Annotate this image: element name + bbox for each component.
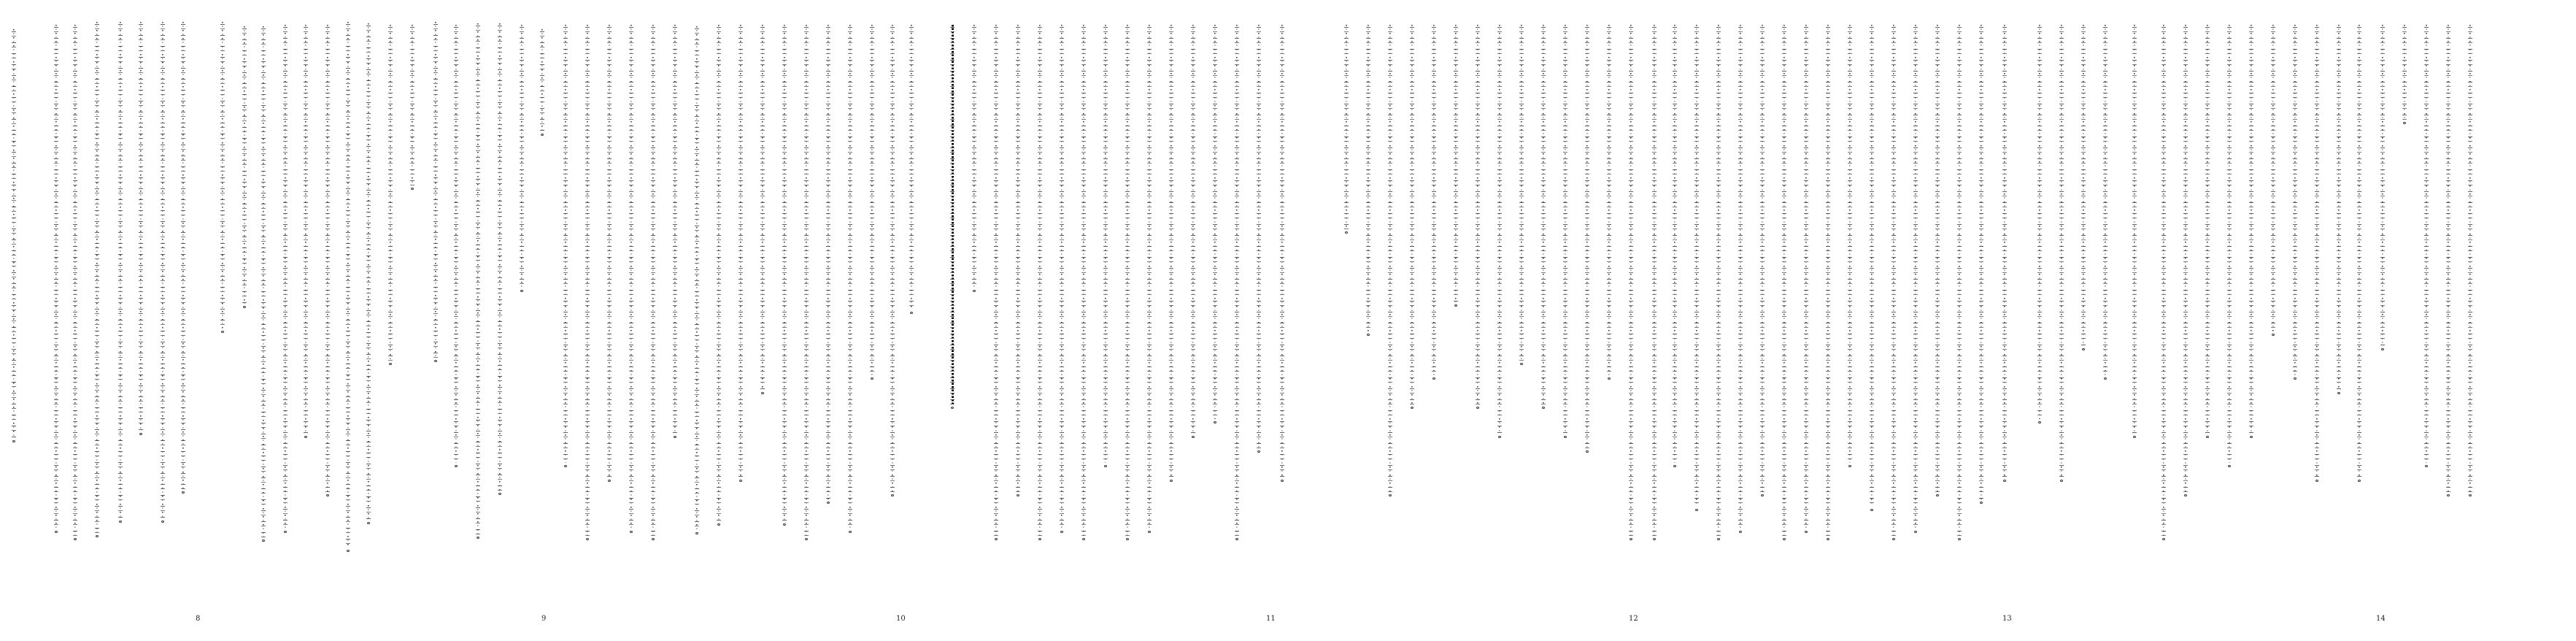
punctuation-mark	[1761, 494, 1764, 496]
text-column	[759, 25, 766, 390]
punctuation-mark	[1454, 304, 1457, 307]
text-column	[2335, 25, 2342, 390]
text-column	[1279, 25, 1286, 477]
punctuation-mark	[995, 538, 998, 540]
punctuation-mark	[1281, 480, 1284, 482]
text-column	[387, 25, 394, 361]
punctuation-mark	[1542, 407, 1545, 409]
punctuation-mark	[1717, 538, 1720, 540]
punctuation-mark	[891, 494, 894, 496]
punctuation-mark	[1564, 436, 1567, 438]
punctuation-mark	[608, 480, 611, 482]
text-column	[2291, 25, 2299, 375]
text-column	[2270, 25, 2277, 331]
punctuation-mark	[1630, 538, 1632, 540]
text-column	[159, 22, 166, 518]
punctuation-mark	[326, 494, 329, 496]
page-number: 10	[896, 615, 906, 623]
text-column	[1058, 25, 1065, 529]
text-column	[539, 29, 546, 131]
punctuation-mark	[434, 360, 437, 362]
punctuation-mark	[2133, 436, 2136, 438]
text-column	[2401, 25, 2408, 120]
text-column	[452, 25, 460, 463]
text-column	[1759, 25, 1766, 492]
punctuation-mark	[1739, 531, 1742, 533]
text-column	[2248, 25, 2255, 434]
text-column	[1124, 25, 1131, 536]
text-column	[1562, 25, 1569, 434]
punctuation-mark	[1827, 538, 1829, 540]
text-column	[260, 26, 267, 537]
text-column	[1627, 25, 1635, 536]
page-number: 8	[196, 615, 201, 623]
punctuation-mark	[761, 392, 764, 394]
punctuation-mark	[871, 377, 874, 380]
text-column	[1387, 25, 1394, 492]
text-column	[2102, 25, 2109, 375]
punctuation-mark	[951, 407, 954, 409]
punctuation-mark	[367, 522, 370, 524]
text-column	[1978, 25, 1985, 499]
text-column	[1102, 25, 1109, 463]
punctuation-mark	[1608, 377, 1611, 380]
punctuation-mark	[586, 538, 589, 540]
text-column	[1036, 25, 1044, 536]
punctuation-mark	[1170, 480, 1173, 482]
text-column	[1080, 25, 1087, 536]
punctuation-mark	[520, 290, 523, 292]
text-column	[93, 22, 101, 533]
text-column	[1146, 25, 1153, 529]
punctuation-mark	[2003, 480, 2006, 482]
text-column	[1584, 25, 1591, 448]
punctuation-mark	[1235, 538, 1238, 540]
punctuation-mark	[74, 538, 77, 540]
text-column	[2080, 25, 2087, 346]
text-column	[2160, 25, 2167, 536]
punctuation-mark	[1411, 407, 1414, 409]
punctuation-mark	[455, 465, 458, 467]
punctuation-mark	[1432, 377, 1435, 380]
punctuation-mark	[498, 493, 501, 495]
punctuation-mark	[695, 532, 698, 534]
punctuation-mark	[119, 521, 122, 523]
text-column	[1868, 25, 1875, 507]
punctuation-mark	[1892, 538, 1895, 540]
text-column	[117, 22, 124, 518]
page-number: 11	[1266, 615, 1276, 623]
text-column	[1452, 25, 1459, 302]
text-column	[432, 22, 439, 358]
text-column	[781, 25, 788, 521]
punctuation-mark	[1805, 531, 1808, 533]
punctuation-mark	[2337, 392, 2340, 394]
punctuation-mark	[2315, 480, 2318, 482]
punctuation-mark	[182, 491, 185, 494]
text-column	[219, 22, 226, 329]
punctuation-mark	[2162, 538, 2165, 540]
punctuation-mark	[1783, 538, 1786, 540]
punctuation-mark	[411, 188, 414, 190]
punctuation-mark	[2082, 348, 2085, 350]
punctuation-mark	[2469, 494, 2472, 496]
punctuation-mark	[284, 531, 287, 533]
text-column	[1211, 25, 1219, 419]
punctuation-mark	[243, 306, 246, 308]
text-column	[1890, 25, 1897, 536]
text-column	[992, 25, 1000, 536]
text-column	[1540, 25, 1547, 404]
punctuation-mark	[1389, 494, 1392, 496]
text-column	[606, 25, 613, 477]
punctuation-mark	[564, 465, 567, 467]
page-number: 9	[541, 615, 547, 623]
text-column	[1343, 25, 1350, 229]
punctuation-mark	[2250, 436, 2253, 438]
punctuation-mark	[1126, 538, 1129, 540]
punctuation-mark	[783, 523, 786, 526]
punctuation-mark	[630, 531, 633, 533]
text-column	[474, 23, 482, 534]
text-column	[241, 26, 248, 304]
text-column	[2204, 25, 2211, 434]
text-column	[496, 23, 504, 491]
punctuation-mark	[2294, 377, 2297, 380]
text-column	[1168, 25, 1175, 477]
text-column	[1474, 25, 1481, 404]
text-column	[1802, 25, 1810, 529]
text-column	[1846, 25, 1854, 463]
punctuation-mark	[2447, 494, 2450, 496]
punctuation-mark	[1257, 450, 1260, 453]
text-column	[889, 25, 896, 492]
punctuation-mark	[1476, 407, 1479, 409]
text-column	[2445, 25, 2452, 492]
text-column	[715, 25, 722, 521]
punctuation-mark	[541, 134, 544, 136]
punctuation-mark	[849, 531, 852, 533]
punctuation-mark	[717, 523, 720, 526]
punctuation-mark	[973, 290, 976, 292]
punctuation-mark	[1038, 538, 1041, 540]
text-column	[409, 25, 416, 185]
page-number: 14	[2376, 615, 2386, 623]
text-column	[53, 25, 60, 529]
text-column	[1605, 25, 1613, 375]
text-column	[137, 22, 144, 431]
text-column	[2379, 25, 2386, 346]
text-column	[1189, 25, 1197, 434]
punctuation-mark	[1367, 334, 1370, 336]
text-column	[1934, 25, 1941, 492]
punctuation-mark	[1104, 465, 1107, 467]
punctuation-mark	[652, 538, 655, 540]
punctuation-mark	[477, 537, 479, 539]
punctuation-mark	[827, 502, 830, 504]
punctuation-mark	[12, 440, 15, 442]
punctuation-mark	[1870, 509, 1873, 511]
punctuation-mark	[1520, 363, 1523, 365]
punctuation-mark	[2184, 494, 2187, 496]
text-column	[2001, 25, 2008, 477]
text-column	[1715, 25, 1722, 536]
punctuation-mark	[1017, 494, 1019, 496]
text-column	[1496, 25, 1503, 434]
text-column	[2423, 25, 2430, 463]
text-column	[72, 25, 79, 536]
text-column	[671, 25, 679, 434]
text-column	[2467, 25, 2474, 492]
text-column	[2356, 25, 2363, 477]
punctuation-mark	[96, 535, 99, 537]
text-column	[302, 25, 309, 434]
punctuation-mark	[1848, 465, 1851, 467]
text-column	[1255, 25, 1262, 448]
text-column	[847, 25, 854, 529]
text-column	[1912, 25, 1919, 529]
punctuation-mark	[1586, 450, 1589, 453]
text-column	[1737, 25, 1744, 529]
text-column	[1651, 25, 1658, 536]
punctuation-mark	[221, 331, 224, 333]
punctuation-mark	[2272, 334, 2275, 336]
text-column	[1365, 25, 1372, 331]
punctuation-mark	[1980, 502, 1983, 504]
text-column	[2226, 25, 2233, 463]
text-column	[282, 25, 289, 529]
punctuation-mark	[1345, 231, 1348, 234]
text-column	[1518, 25, 1525, 361]
text-column	[1781, 25, 1788, 536]
text-column	[628, 25, 635, 529]
text-column	[1956, 25, 1963, 536]
text-column	[803, 25, 810, 536]
punctuation-mark	[1060, 531, 1063, 533]
text-column	[2036, 25, 2043, 419]
text-column	[1014, 25, 1022, 492]
text-column	[908, 25, 915, 310]
punctuation-mark	[2425, 465, 2428, 467]
punctuation-mark	[1695, 509, 1698, 511]
text-column	[693, 26, 701, 530]
text-column	[324, 25, 331, 492]
page-number: 12	[1629, 615, 1638, 623]
chapter-heading-column	[949, 25, 957, 404]
punctuation-mark	[1936, 494, 1939, 496]
punctuation-mark	[2381, 348, 2384, 350]
text-column	[344, 22, 352, 548]
text-column	[562, 25, 569, 463]
text-column	[180, 22, 187, 489]
punctuation-mark	[1082, 538, 1085, 540]
text-column	[2131, 25, 2138, 434]
punctuation-mark	[2403, 122, 2406, 124]
text-column	[825, 25, 832, 499]
punctuation-mark	[2206, 436, 2209, 438]
punctuation-mark	[2038, 421, 2041, 423]
punctuation-mark	[389, 363, 392, 365]
text-column	[737, 25, 744, 477]
text-column	[365, 23, 372, 520]
punctuation-mark	[1148, 531, 1151, 533]
punctuation-mark	[910, 312, 913, 314]
punctuation-mark	[347, 550, 350, 552]
punctuation-mark	[1958, 538, 1961, 540]
text-column	[518, 25, 525, 288]
text-column	[868, 25, 876, 375]
text-column	[2182, 25, 2189, 492]
punctuation-mark	[304, 436, 307, 438]
punctuation-mark	[161, 521, 164, 523]
punctuation-mark	[2060, 480, 2063, 482]
text-column	[1408, 25, 1416, 404]
punctuation-mark	[1498, 436, 1501, 438]
punctuation-mark	[139, 433, 142, 435]
punctuation-mark	[1653, 538, 1656, 540]
punctuation-mark	[1914, 531, 1917, 533]
punctuation-mark	[2358, 480, 2361, 482]
punctuation-mark	[1214, 421, 1216, 423]
text-column	[1671, 25, 1678, 463]
text-column	[10, 29, 18, 438]
punctuation-mark	[2104, 377, 2107, 380]
text-column	[2313, 25, 2321, 477]
text-column	[971, 25, 978, 288]
text-column	[584, 25, 591, 536]
text-column	[1693, 25, 1700, 507]
page-number: 13	[2002, 615, 2012, 623]
punctuation-mark	[262, 540, 265, 542]
punctuation-mark	[1673, 465, 1676, 467]
punctuation-mark	[2228, 465, 2231, 467]
punctuation-mark	[805, 538, 808, 540]
punctuation-mark	[739, 480, 742, 482]
punctuation-mark	[674, 436, 676, 438]
text-column	[1233, 25, 1241, 536]
text-column	[1430, 25, 1438, 375]
text-column	[649, 25, 657, 536]
text-column	[2058, 25, 2065, 477]
text-column	[1824, 25, 1832, 536]
punctuation-mark	[55, 531, 58, 533]
punctuation-mark	[1192, 436, 1195, 438]
